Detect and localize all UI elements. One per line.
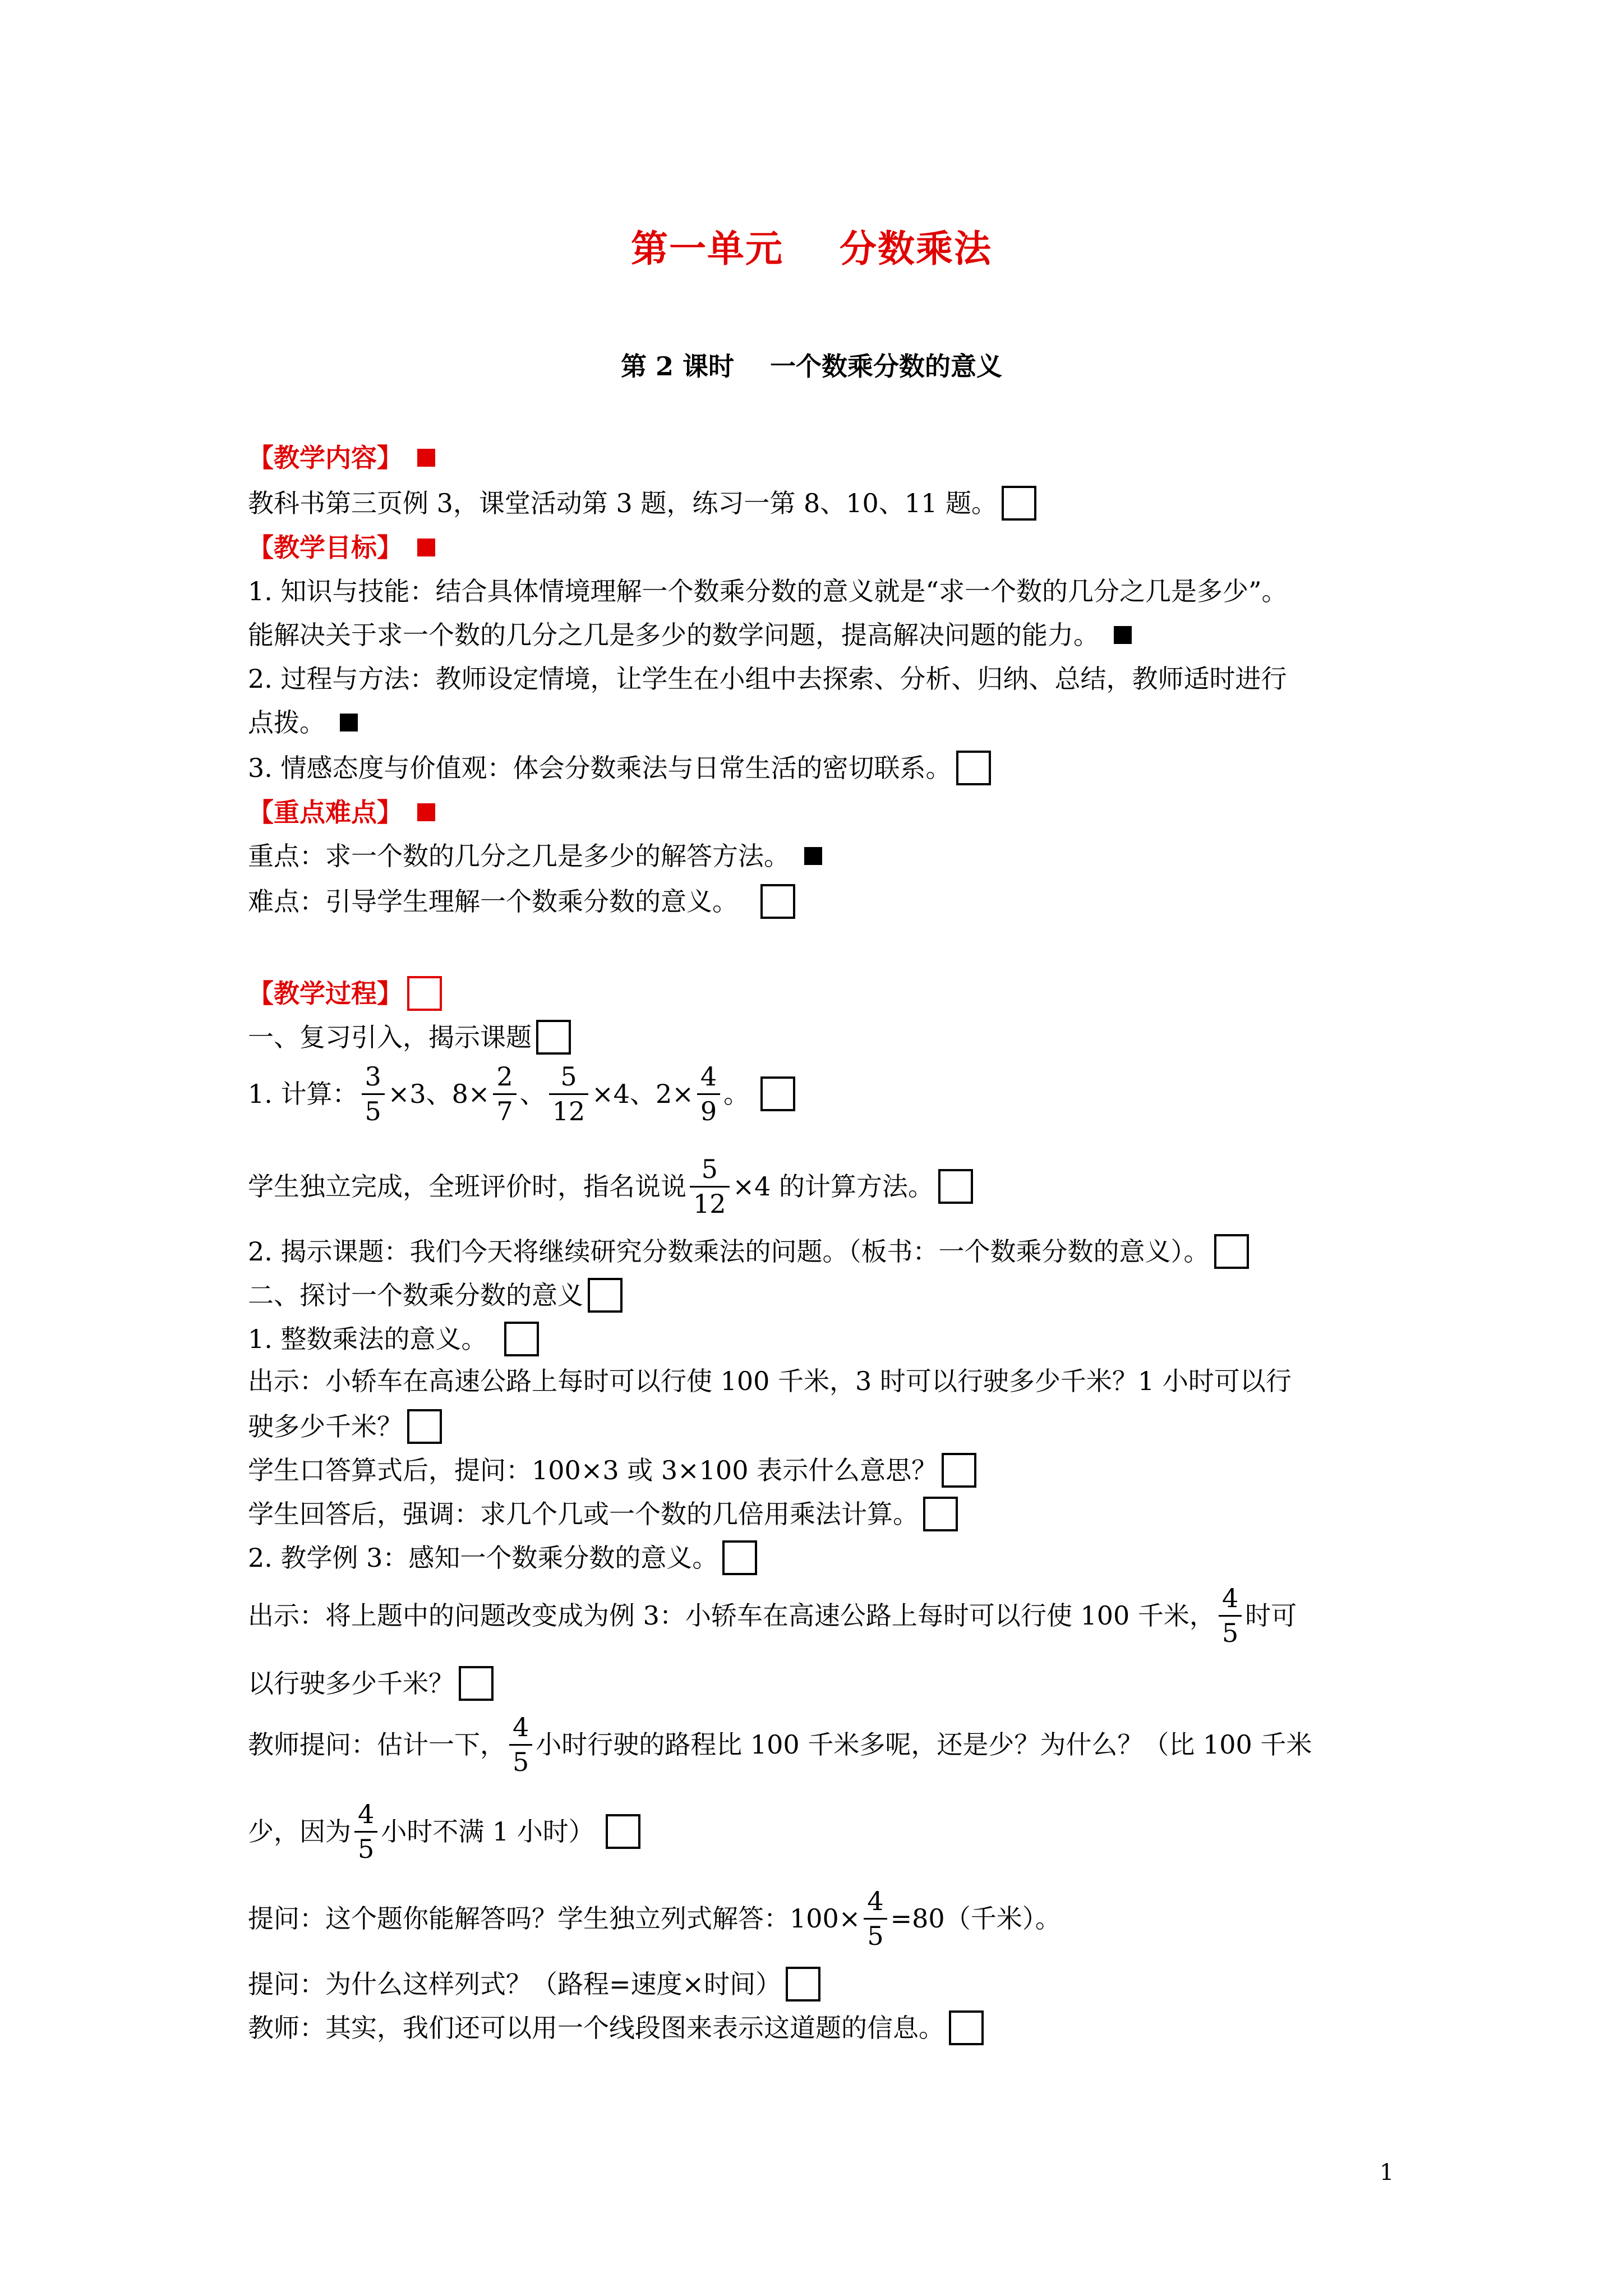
goal-2a-line <box>248 663 1287 694</box>
p2-label: 1. 计算： <box>248 1079 358 1109</box>
fraction-4-5: $\frac{4}{5}$ <box>1219 1584 1242 1647</box>
checkbox[interactable] <box>1002 486 1036 521</box>
lesson-subtitle: 第 2 课时 一个数乘分数的意义 <box>620 351 1003 381</box>
checkbox[interactable] <box>536 1020 571 1055</box>
content-line <box>248 486 1036 521</box>
checkbox[interactable] <box>786 1967 820 2001</box>
content-heading: 【教学内容】 <box>248 443 403 473</box>
goal-heading: 【教学目标】 <box>248 532 403 563</box>
checkbox[interactable] <box>760 884 795 919</box>
goal-1b-text: 能解决关于求一个数的几分之几是多少的数学问题，提高解决问题的能力。 <box>248 620 1099 650</box>
p7a-line: 出示：小轿车在高速公路上每时可以行使 100 千米，3 时可以行驶多少千米？1 小时可以行 <box>248 1366 1292 1396</box>
checkbox[interactable] <box>923 1497 958 1531</box>
p3-line: 学生独立完成，全班评价时，指名说说 $\frac{5}{12}$ ×4 的计算方法。 <box>248 1147 973 1226</box>
red-square-marker <box>417 803 435 821</box>
checkbox[interactable] <box>722 1540 757 1575</box>
key-2-text: 难点：引导学生理解一个数乘分数的意义。 <box>248 886 738 917</box>
goal-heading-line <box>248 532 435 563</box>
black-square-marker <box>1114 626 1132 644</box>
p16-line: 提问：为什么这样列式？（路程=速度×时间） <box>248 1967 820 2001</box>
p8-line: 学生口答算式后，提问：100×3 或 3×100 表示什么意思？ <box>248 1453 976 1488</box>
key-heading: 【重点难点】 <box>248 797 403 827</box>
fraction-4-5: $\frac{4}{5}$ <box>864 1887 887 1950</box>
content-text: 教科书第三页例 3，课堂活动第 3 题，练习一第 8、10、11 题。 <box>248 488 997 518</box>
key-2-line <box>248 884 795 919</box>
p9-line: 学生回答后，强调：求几个几或一个数的几倍用乘法计算。 <box>248 1497 958 1531</box>
checkbox-red[interactable] <box>407 976 442 1011</box>
p1-text: 一、复习引入，揭示课题 <box>248 1022 532 1052</box>
goal-3-line <box>248 751 991 785</box>
goal-2b-text: 点拨。 <box>248 707 325 738</box>
fraction-4-5: $\frac{4}{5}$ <box>509 1713 532 1776</box>
process-heading: 【教学过程】 <box>248 978 403 1009</box>
goal-2a-text: 2. 过程与方法：教师设定情境，让学生在小组中去探索、分析、归纳、总结，教师适时进行 <box>248 664 1287 694</box>
fraction-2-7: $\frac{2}{7}$ <box>493 1062 516 1125</box>
red-square-marker <box>417 449 435 467</box>
red-square-marker <box>417 539 435 556</box>
fraction-5-12: $\frac{5}{12}$ <box>549 1062 589 1125</box>
p11-line: 出示：将上题中的问题改变成为例 3：小轿车在高速公路上每时可以行使 100 千米， $\frac{4}{5}$ 时可 <box>248 1582 1297 1648</box>
p15-line: 提问：这个题你能解答吗？学生独立列式解答：100× $\frac{4}{5}$ =80（千米）。 <box>248 1885 1061 1951</box>
fraction-3-5: $\frac{3}{5}$ <box>362 1062 385 1125</box>
p14-line: 少，因为 $\frac{4}{5}$ 小时不满 1 小时） <box>248 1792 640 1871</box>
process-heading-line <box>248 976 442 1011</box>
p12-line: 以行驶多少千米？ <box>248 1666 494 1701</box>
goal-1b-line <box>248 619 1132 651</box>
black-square-marker <box>804 847 822 865</box>
fraction-4-5: $\frac{4}{5}$ <box>354 1800 377 1863</box>
goal-1a-text: 1. 知识与技能：结合具体情境理解一个数乘分数的意义就是“求一个数的几分之几是多少”。 <box>248 576 1288 606</box>
checkbox[interactable] <box>504 1322 539 1356</box>
black-square-marker <box>340 714 358 731</box>
p7b-line: 驶多少千米？ <box>248 1409 442 1444</box>
p2-line: 1. 计算： $\frac{3}{5}$ ×3、8× $\frac{2}{7}$ 、 $\frac{5}{12}$ ×4、2× $\frac{4}{9}$ 。 <box>248 1055 795 1133</box>
fraction-5-12: $\frac{5}{12}$ <box>690 1155 730 1218</box>
checkbox[interactable] <box>942 1453 976 1488</box>
p13-line: 教师提问：估计一下， $\frac{4}{5}$ 小时行驶的路程比 100 千米多呢，还是少？为什么？（比 100 千米 <box>248 1711 1312 1777</box>
checkbox[interactable] <box>949 2010 984 2045</box>
checkbox[interactable] <box>938 1169 973 1204</box>
goal-1a-line <box>248 576 1288 607</box>
p4-line: 2. 揭示课题：我们今天将继续研究分数乘法的问题。（板书：一个数乘分数的意义）。 <box>248 1234 1249 1269</box>
key-1-line <box>248 840 822 872</box>
key-heading-line <box>248 797 435 828</box>
content-heading-line <box>248 442 435 473</box>
goal-3-text: 3. 情感态度与价值观：体会分数乘法与日常生活的密切联系。 <box>248 753 952 783</box>
checkbox[interactable] <box>606 1814 640 1849</box>
unit-title: 第一单元 分数乘法 <box>631 227 992 270</box>
fraction-4-9: $\frac{4}{9}$ <box>697 1062 720 1125</box>
goal-2b-line <box>248 707 358 738</box>
p10-line: 2. 教学例 3：感知一个数乘分数的意义。 <box>248 1540 757 1575</box>
p1-line <box>248 1020 571 1055</box>
checkbox[interactable] <box>956 751 991 785</box>
checkbox[interactable] <box>588 1278 623 1313</box>
checkbox[interactable] <box>459 1666 494 1701</box>
p17-line: 教师：其实，我们还可以用一个线段图来表示这道题的信息。 <box>248 2010 984 2045</box>
p6-line: 1. 整数乘法的意义。 <box>248 1322 539 1356</box>
checkbox[interactable] <box>407 1409 442 1444</box>
checkbox[interactable] <box>760 1076 795 1111</box>
p5-line: 二、探讨一个数乘分数的意义 <box>248 1278 623 1313</box>
key-1-text: 重点：求一个数的几分之几是多少的解答方法。 <box>248 841 790 871</box>
checkbox[interactable] <box>1214 1234 1249 1269</box>
page-number: 1 <box>1380 2160 1394 2185</box>
